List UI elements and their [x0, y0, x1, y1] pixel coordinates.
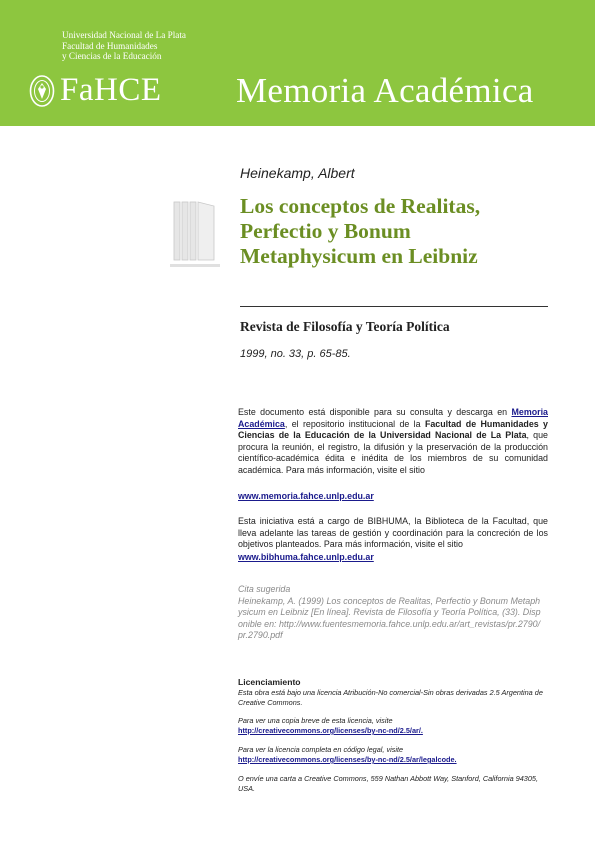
bibhuma-url-link[interactable]: www.bibhuma.fahce.unlp.edu.ar [238, 552, 374, 562]
university-name [62, 30, 186, 62]
university-line: Universidad Nacional de La Plata [62, 30, 186, 40]
faculty-line-2: y Ciencias de la Educación [62, 51, 162, 62]
title-line: Los conceptos de Realitas, [240, 194, 481, 218]
repository-title: Memoria Académica [236, 71, 534, 110]
memoria-url-link[interactable]: www.memoria.fahce.unlp.edu.ar [238, 491, 374, 501]
faculty-name: Facultad de Humanidades y Ciencias de la Educación de la Universidad Nacional de La Plata [238, 418, 548, 441]
license-full-link[interactable]: http://creativecommons.org/licenses/by-nc-nd/2.5/ar/legalcode. [238, 755, 457, 764]
university-seal-icon [29, 74, 55, 108]
license-short-link[interactable]: http://creativecommons.org/licenses/by-nc-nd/2.5/ar/. [238, 726, 423, 735]
memoria-link[interactable]: Memoria Académica [238, 407, 548, 429]
license-mail-text: O envíe una carta a Creative Commons, 559 Nathan Abbott Way, Stanford, California 94305, USA. [238, 774, 539, 793]
document-title [240, 194, 570, 269]
fahce-logo: FaHCE [60, 72, 162, 108]
p1-text-a: Este documento está disponible para su consulta y descarga en [238, 407, 512, 417]
license-heading: Licenciamiento [238, 677, 301, 687]
p1-text-b: , el repositorio institucional de la [284, 418, 425, 429]
author: Heinekamp, Albert [240, 165, 355, 181]
journal-name: Revista de Filosofía y Teoría Política [240, 319, 450, 334]
books-watermark-icon [168, 200, 222, 272]
p1-text-c: , que procura la reunión, el registro, la difusión y la preservación de la producción científico-académica édita e inédita de los miembros de su comunidad académica. Para más información, visite el sitio [238, 430, 548, 475]
divider [240, 306, 548, 307]
availability-paragraph [238, 407, 548, 477]
citation-label: Cita sugerida [238, 584, 291, 594]
publication-details: 1999, no. 33, p. 65-85. [240, 348, 351, 360]
license-full-label: Para ver la licencia completa en código legal, visite [238, 745, 404, 754]
faculty-line: Facultad de Humanidades [62, 40, 158, 51]
license-text: Esta obra está bajo una licencia Atribución-No comercial-Sin obras derivadas 2.5 Argentina de Creative Commons. [238, 688, 543, 707]
title-line: Metaphysicum en Leibniz [240, 244, 478, 268]
suggested-citation [238, 584, 544, 642]
title-line: Perfectio y Bonum [240, 219, 411, 243]
citation-text: Heinekamp, A. (1999) Los conceptos de Realitas, Perfectio y Bonum Metaphysicum en Leibniz [En línea]. Revista de Filosofía y Teoría Política, (33). Disponible en: http://www.fuentesmemoria.fahce.unlp.edu.ar/art_revistas/pr.2790/pr.2790.pdf [238, 595, 541, 641]
license-short-label: Para ver una copia breve de esta licencia, visite [238, 716, 393, 725]
header-banner [0, 0, 595, 126]
bibhuma-paragraph: Esta iniciativa está a cargo de BIBHUMA, la Biblioteca de la Facultad, que lleva adelante las tareas de gestión y coordinación para la concreción de los objetivos planteados. Para más información, visite el sitio [238, 516, 548, 550]
